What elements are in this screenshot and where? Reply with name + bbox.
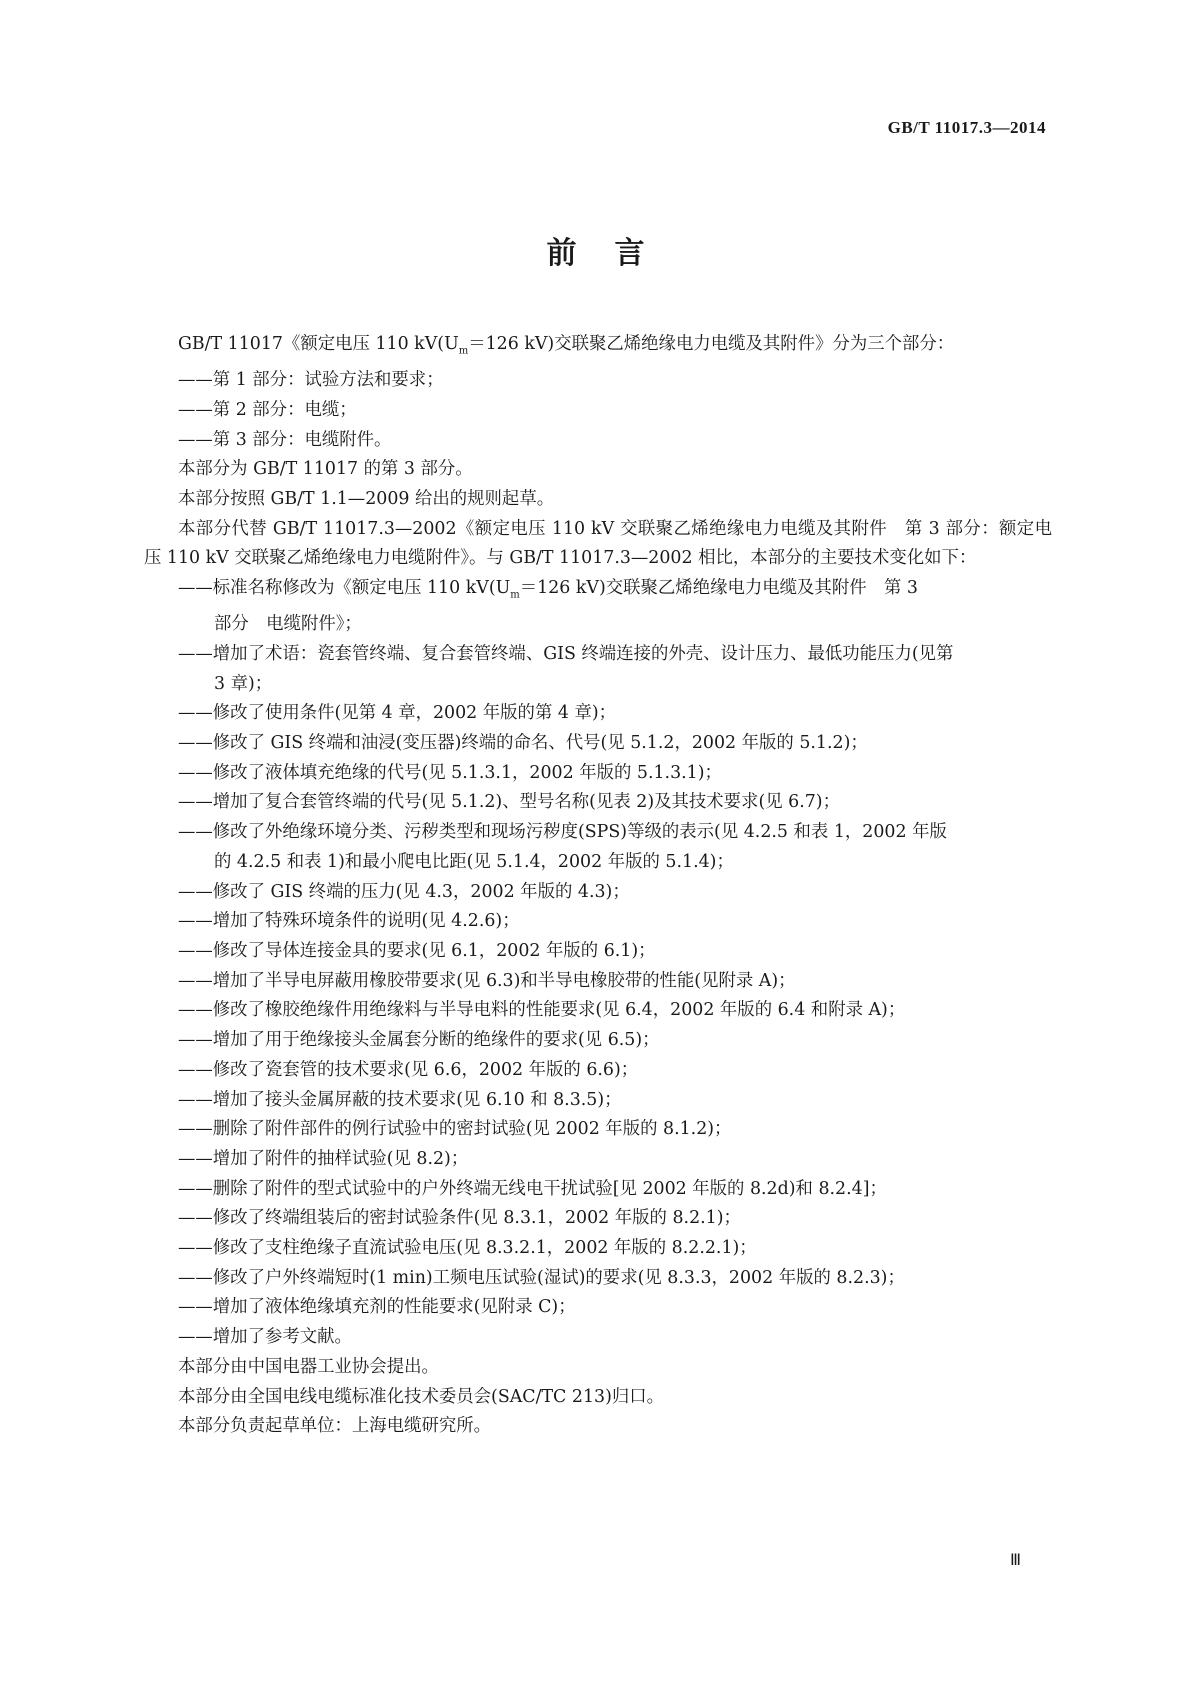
replacement-statement: 本部分代替 GB/T 11017.3—2002《额定电压 110 kV 交联聚乙烯绝缘电力电缆及其附件 第 3 部分：额定电压 110 kV 交联聚乙烯绝缘电力电缆附件》。与 GB/T 11017.3—2002 相比，本部分的主要技术变化如下： (144, 518, 1052, 569)
part-item: ——第 1 部分：试验方法和要求； (178, 370, 444, 391)
management-statement: 本部分由全国电线电缆标准化技术委员会(SAC/TC 213)归口。 (178, 1386, 665, 1407)
change-item: ——增加了液体绝缘填充剂的性能要求(见附录 C)； (178, 1297, 576, 1318)
change-item-continuation: 的 4.2.5 和表 1)和最小爬电比距(见 5.1.4，2002 年版的 5.1.4)； (214, 851, 734, 872)
intro-text-tail: ＝126 kV)交联聚乙烯绝缘电力电缆及其附件》分为三个部分： (468, 334, 955, 354)
change-item-continuation: 部分 电缆附件》； (214, 614, 362, 635)
page-title: 前言 (546, 236, 683, 271)
change-item: ——删除了附件的型式试验中的户外终端无线电干扰试验[见 2002 年版的 8.2d)和 8.2.4]； (178, 1178, 887, 1199)
intro-text: GB/T 11017《额定电压 110 kV(U (178, 334, 459, 354)
standard-code: GB/T 11017.3—2014 (887, 118, 1046, 137)
document-body (144, 330, 1052, 1442)
change-item: ——修改了终端组装后的密封试验条件(见 8.3.1，2002 年版的 8.2.1)； (178, 1208, 741, 1229)
change-item: ——修改了橡胶绝缘件用绝缘料与半导电料的性能要求(见 6.4，2002 年版的 6.4 和附录 A)； (178, 1000, 906, 1021)
change-item: ——修改了支柱绝缘子直流试验电压(见 8.3.2.1，2002 年版的 8.2.2.1)； (178, 1238, 757, 1259)
change-subscript: m (510, 589, 520, 601)
change-item: ——增加了半导电屏蔽用橡胶带要求(见 6.3)和半导电橡胶带的性能(见附录 A)； (178, 970, 796, 991)
change-text: ——标准名称修改为《额定电压 110 kV(U (178, 578, 511, 599)
part-item: ——第 2 部分：电缆； (178, 399, 357, 420)
change-item (144, 574, 1052, 610)
intro-paragraph (144, 330, 1052, 366)
intro-subscript: m (458, 345, 469, 357)
change-item: ——修改了液体填充绝缘的代号(见 5.1.3.1，2002 年版的 5.1.3.1)； (178, 762, 722, 783)
change-item: ——删除了附件部件的例行试验中的密封试验(见 2002 年版的 8.1.2)； (178, 1119, 732, 1140)
change-item: ——增加了接头金属屏蔽的技术要求(见 6.10 和 8.3.5)； (178, 1089, 622, 1110)
part-statement: 本部分为 GB/T 11017 的第 3 部分。 (178, 459, 473, 480)
part-item: ——第 3 部分：电缆附件。 (178, 429, 392, 450)
change-item: ——修改了 GIS 终端和油浸(变压器)终端的命名、代号(见 5.1.2，2002 年版的 5.1.2)； (178, 733, 868, 754)
page-number: Ⅲ (1009, 1552, 1021, 1569)
change-item: ——修改了户外终端短时(1 min)工频电压试验(湿试)的要求(见 8.3.3，2002 年版的 8.2.3)； (178, 1267, 905, 1288)
change-item: ——增加了特殊环境条件的说明(见 4.2.6)； (178, 911, 520, 932)
change-item: ——修改了 GIS 终端的压力(见 4.3，2002 年版的 4.3)； (178, 881, 630, 902)
change-item: ——修改了使用条件(见第 4 章，2002 年版的第 4 章)； (178, 703, 617, 724)
change-item-continuation: 3 章)； (214, 673, 273, 694)
change-text-tail: ＝126 kV)交联聚乙烯绝缘电力电缆及其附件 第 3 (519, 578, 918, 599)
change-item: ——增加了参考文献。 (178, 1327, 352, 1348)
change-item: ——增加了术语：瓷套管终端、复合套管终端、GIS 终端连接的外壳、设计压力、最低功能压力(见第 (178, 643, 954, 664)
change-item: ——修改了瓷套管的技术要求(见 6.6，2002 年版的 6.6)； (178, 1059, 639, 1080)
drafter-statement: 本部分负责起草单位：上海电缆研究所。 (178, 1416, 492, 1437)
change-item: ——修改了外绝缘环境分类、污秽类型和现场污秽度(SPS)等级的表示(见 4.2.5 和表 1，2002 年版 (178, 822, 947, 843)
change-item: ——修改了导体连接金具的要求(见 6.1，2002 年版的 6.1)； (178, 941, 656, 961)
rules-statement: 本部分按照 GB/T 1.1—2009 给出的规则起草。 (178, 488, 555, 509)
change-item: ——增加了用于绝缘接头金属套分断的绝缘件的要求(见 6.5)； (178, 1030, 660, 1051)
change-item: ——增加了附件的抽样试验(见 8.2)； (178, 1148, 469, 1169)
change-item: ——增加了复合套管终端的代号(见 5.1.2)、型号名称(见表 2)及其技术要求(见 6.7)； (178, 792, 840, 813)
proposer-statement: 本部分由中国电器工业协会提出。 (178, 1356, 439, 1377)
